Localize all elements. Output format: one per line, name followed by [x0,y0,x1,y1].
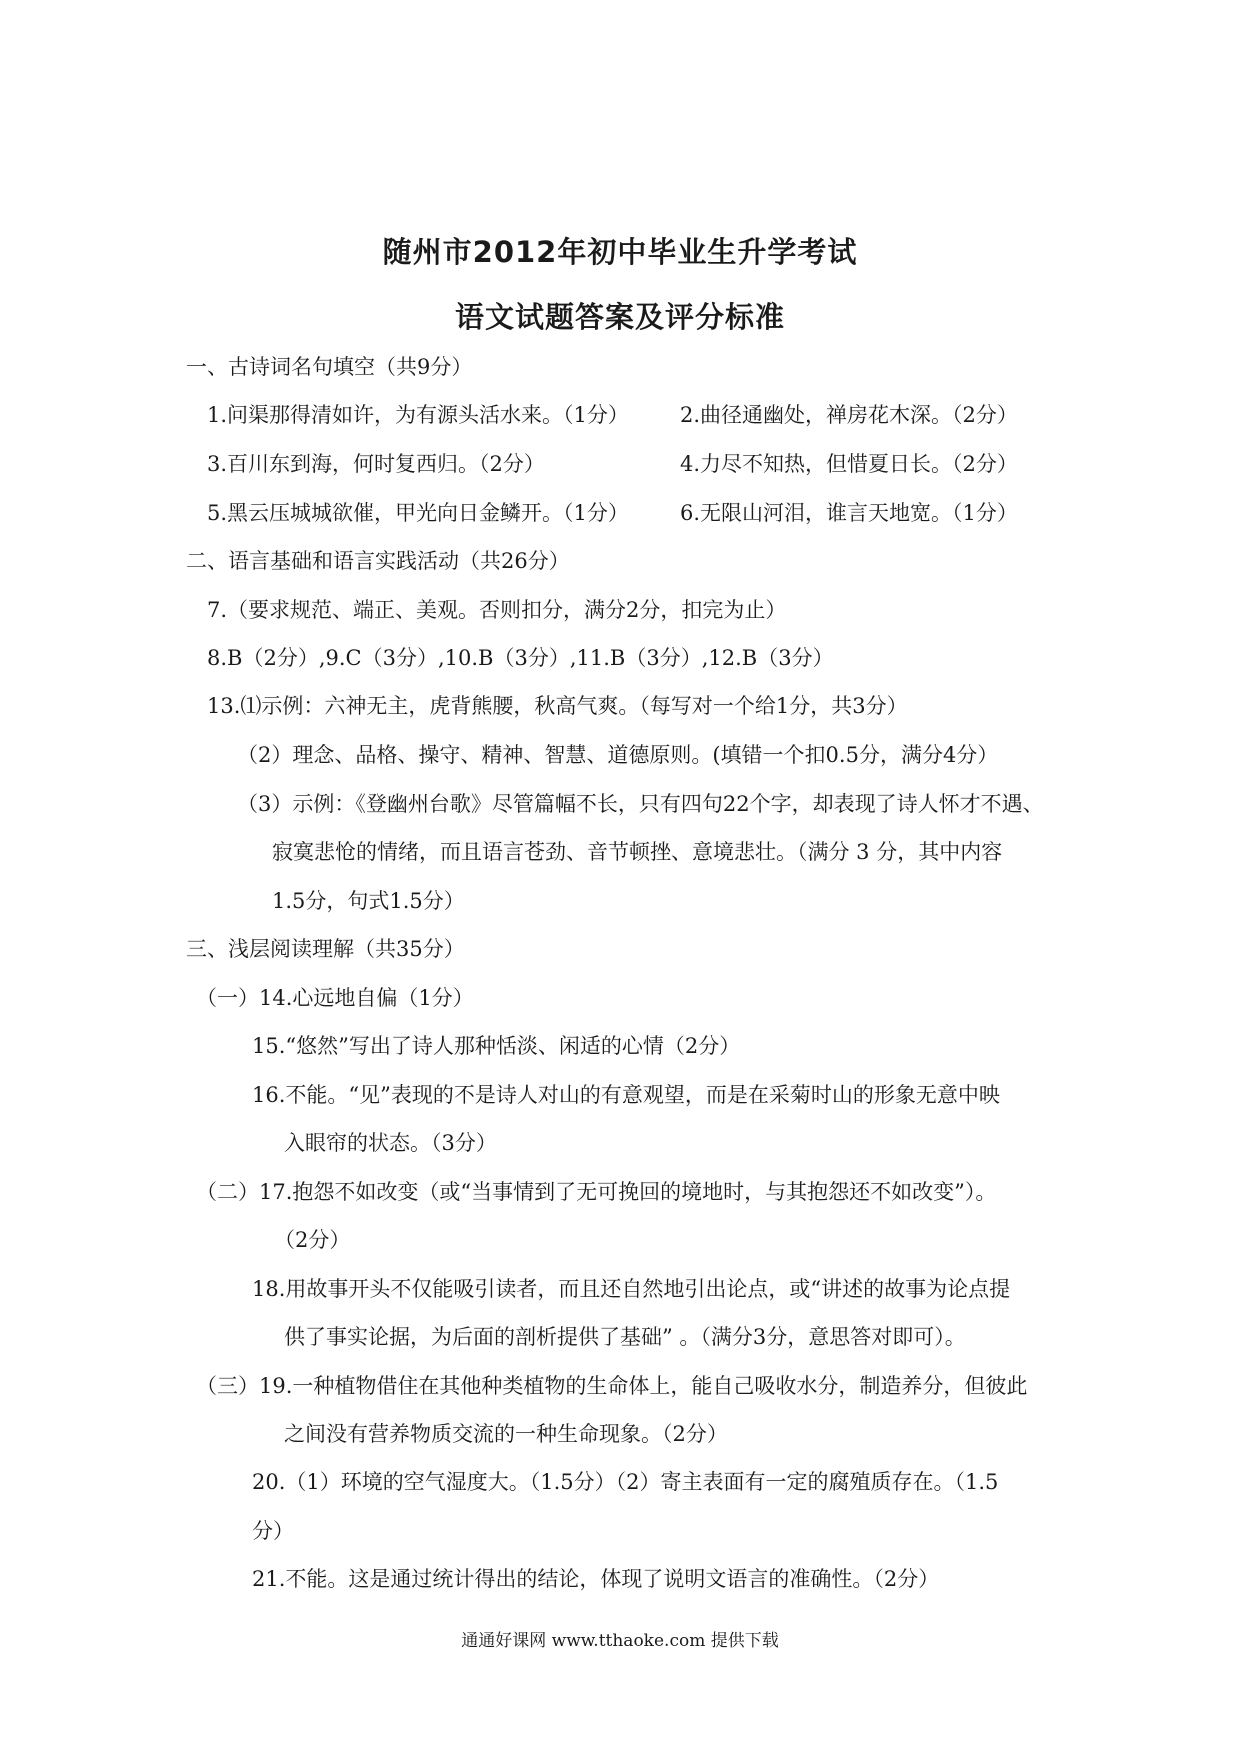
section-heading-1: 一、古诗词名句填空（共9分） [186,355,473,379]
answer-q1: 1.问渠那得清如许，为有源头活水来。（1分） [207,403,629,427]
answer-q13-1: 13.⑴示例：六神无主，虎背熊腰，秋高气爽。（每写对一个给1分，共3分） [207,694,908,718]
answer-q4: 4.力尽不知热，但惜夏日长。（2分） [680,452,1018,476]
answer-q6: 6.无限山河泪，谁言天地宽。（1分） [680,501,1018,525]
answer-q21: 21.不能。这是通过统计得出的结论，体现了说明文语言的准确性。（2分） [252,1567,940,1591]
answer-q19-cont: 之间没有营养物质交流的一种生命现象。（2分） [284,1422,728,1446]
answer-q5: 5.黑云压城城欲催，甲光向日金鳞开。（1分） [207,501,629,525]
answer-q3: 3.百川东到海，何时复西归。（2分） [207,452,545,476]
answer-q13-3-cont: 寂寞悲怆的情绪，而且语言苍劲、音节顿挫、意境悲壮。（满分 3 分，其中内容 [272,840,1003,864]
answer-q18-cont: 供了事实论据，为后面的剖析提供了基础” 。（满分3分，意思答对即可）。 [284,1325,966,1349]
answer-q20: 20.（1）环境的空气湿度大。（1.5分）（2）寄主表面有一定的腐殖质存在。（1.5 [252,1470,999,1494]
answer-q8-12: 8.B（2分）,9.C（3分）,10.B（3分）,11.B（3分）,12.B（3分） [207,646,834,670]
document-title: 随州市2012年初中毕业生升学考试 [382,235,858,269]
answer-q15: 15.“悠然”写出了诗人那种恬淡、闲适的心情（2分） [252,1034,741,1058]
section-heading-2: 二、语言基础和语言实践活动（共26分） [186,549,570,573]
answer-q14: （一）14.心远地自偏（1分） [196,986,474,1010]
answer-q16-cont: 入眼帘的状态。（3分） [284,1131,497,1155]
section-heading-3: 三、浅层阅读理解（共35分） [186,937,465,961]
answer-q19: （三）19.一种植物借住在其他种类植物的生命体上，能自己吸收水分，制造养分，但彼此 [196,1374,1028,1398]
answer-q7: 7.（要求规范、端正、美观。否则扣分，满分2分，扣完为止） [207,598,787,622]
answer-q13-3-cont: 1.5分，句式1.5分） [272,889,465,913]
answer-q2: 2.曲径通幽处，禅房花木深。（2分） [680,403,1018,427]
answer-q16: 16.不能。“见”表现的不是诗人对山的有意观望，而是在采菊时山的形象无意中映 [252,1083,1000,1107]
document-subtitle: 语文试题答案及评分标准 [454,300,785,334]
answer-q13-3: （3）示例：《登幽州台歌》尽管篇幅不长，只有四句22个字，却表现了诗人怀才不遇、 [237,792,1044,816]
footer-source: 通通好课网 www.tthaoke.com 提供下载 [461,1631,779,1651]
answer-q18: 18.用故事开头不仅能吸引读者，而且还自然地引出论点，或“讲述的故事为论点提 [252,1277,1011,1301]
answer-q20-cont: 分） [252,1519,294,1543]
answer-q17: （二）17.抱怨不如改变（或“当事情到了无可挽回的境地时，与其抱怨还不如改变”）。 [196,1180,997,1204]
answer-q17-cont: （2分） [274,1228,351,1252]
answer-q13-2: （2）理念、品格、操守、精神、智慧、道德原则。(填错一个扣0.5分，满分4分） [237,743,999,767]
